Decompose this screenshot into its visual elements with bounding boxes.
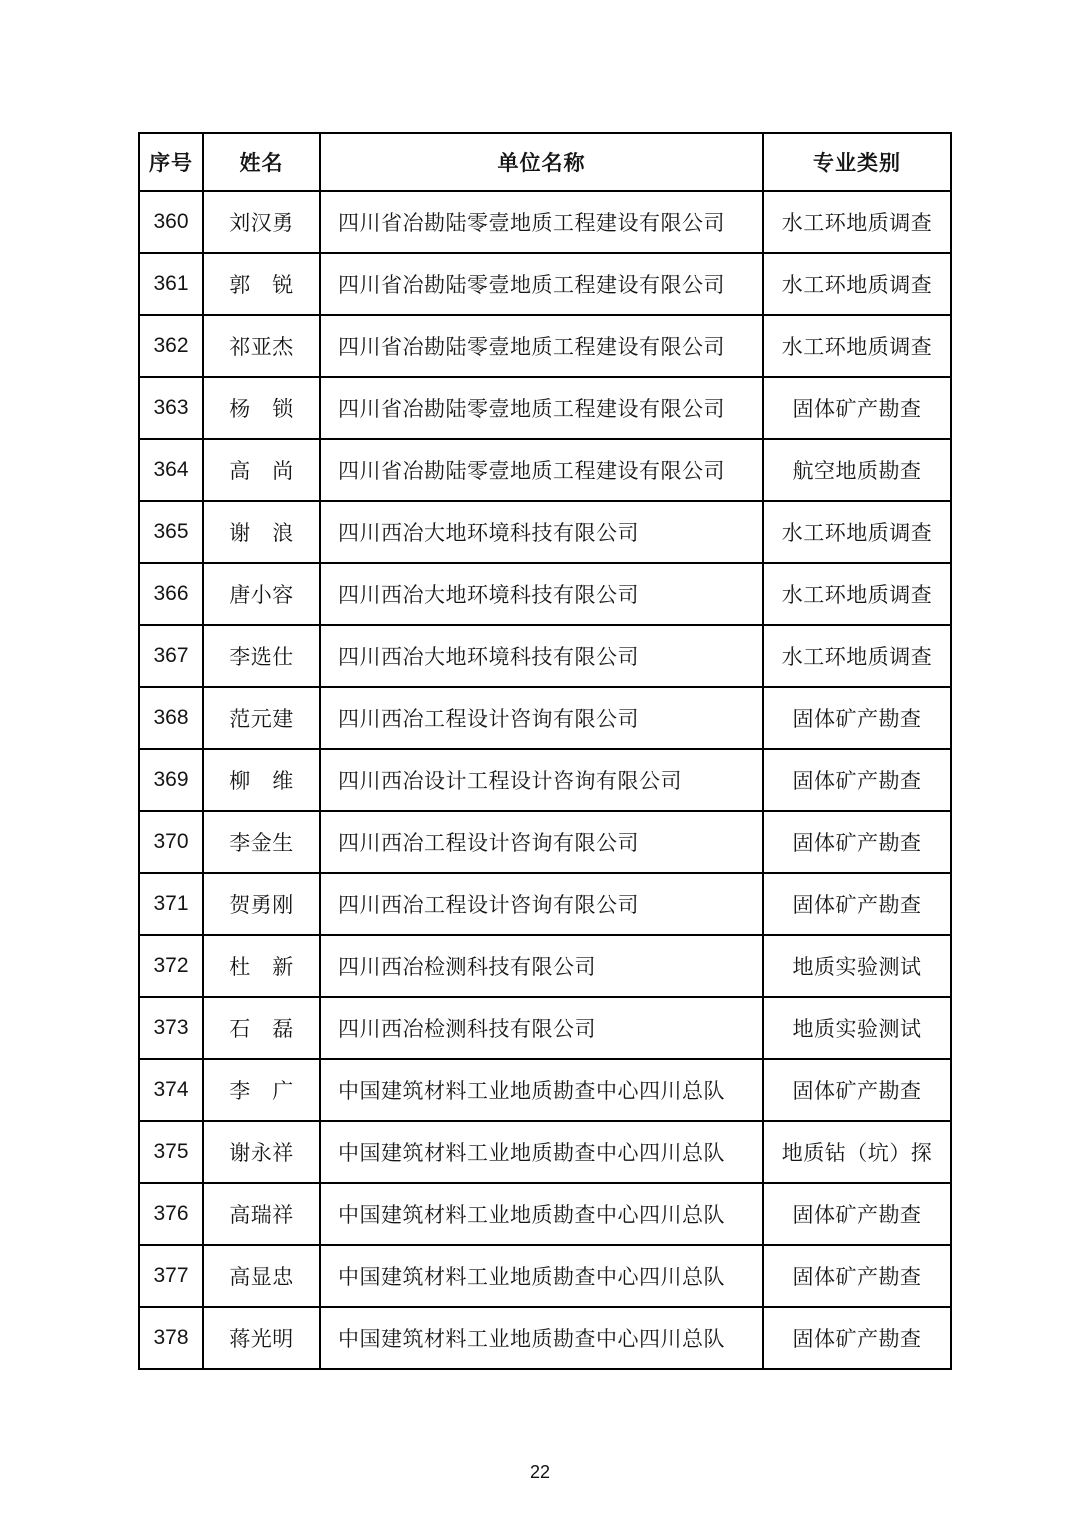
cell-name: 刘汉勇 <box>203 191 320 253</box>
cell-name: 高显忠 <box>203 1245 320 1307</box>
table-row <box>139 1307 951 1369</box>
cell-organization: 四川省冶勘陆零壹地质工程建设有限公司 <box>320 191 763 253</box>
cell-organization: 四川省冶勘陆零壹地质工程建设有限公司 <box>320 377 763 439</box>
table-row <box>139 439 951 501</box>
table-row <box>139 749 951 811</box>
cell-category: 固体矿产勘查 <box>763 377 951 439</box>
cell-number: 366 <box>139 563 203 625</box>
cell-number: 369 <box>139 749 203 811</box>
cell-category: 水工环地质调查 <box>763 625 951 687</box>
page-number: 22 <box>529 1462 551 1482</box>
personnel-roster-table <box>138 132 952 1370</box>
cell-organization: 中国建筑材料工业地质勘查中心四川总队 <box>320 1121 763 1183</box>
column-header-category: 专业类别 <box>763 133 951 191</box>
cell-category: 固体矿产勘查 <box>763 1307 951 1369</box>
table-row <box>139 935 951 997</box>
cell-organization: 中国建筑材料工业地质勘查中心四川总队 <box>320 1245 763 1307</box>
cell-number: 363 <box>139 377 203 439</box>
cell-number: 362 <box>139 315 203 377</box>
cell-number: 375 <box>139 1121 203 1183</box>
cell-organization: 四川西冶工程设计咨询有限公司 <box>320 873 763 935</box>
cell-organization: 中国建筑材料工业地质勘查中心四川总队 <box>320 1183 763 1245</box>
table-row <box>139 563 951 625</box>
table-row <box>139 687 951 749</box>
cell-number: 372 <box>139 935 203 997</box>
cell-number: 361 <box>139 253 203 315</box>
cell-name: 谢永祥 <box>203 1121 320 1183</box>
cell-category: 固体矿产勘查 <box>763 1059 951 1121</box>
cell-category: 水工环地质调查 <box>763 253 951 315</box>
cell-category: 地质钻（坑）探 <box>763 1121 951 1183</box>
cell-category: 水工环地质调查 <box>763 501 951 563</box>
table-row <box>139 1245 951 1307</box>
cell-number: 377 <box>139 1245 203 1307</box>
cell-category: 固体矿产勘查 <box>763 811 951 873</box>
cell-category: 水工环地质调查 <box>763 191 951 253</box>
cell-number: 367 <box>139 625 203 687</box>
cell-organization: 四川西冶工程设计咨询有限公司 <box>320 811 763 873</box>
column-header-organization: 单位名称 <box>320 133 763 191</box>
cell-organization: 四川省冶勘陆零壹地质工程建设有限公司 <box>320 439 763 501</box>
cell-name: 蒋光明 <box>203 1307 320 1369</box>
cell-number: 376 <box>139 1183 203 1245</box>
cell-category: 固体矿产勘查 <box>763 687 951 749</box>
table-row <box>139 1059 951 1121</box>
cell-number: 368 <box>139 687 203 749</box>
table-row <box>139 315 951 377</box>
cell-name: 高 尚 <box>203 439 320 501</box>
table-row <box>139 1183 951 1245</box>
cell-organization: 四川西冶大地环境科技有限公司 <box>320 625 763 687</box>
cell-category: 固体矿产勘查 <box>763 749 951 811</box>
cell-category: 水工环地质调查 <box>763 563 951 625</box>
table-row <box>139 191 951 253</box>
cell-category: 航空地质勘查 <box>763 439 951 501</box>
cell-number: 364 <box>139 439 203 501</box>
cell-name: 谢 浪 <box>203 501 320 563</box>
cell-name: 石 磊 <box>203 997 320 1059</box>
cell-category: 地质实验测试 <box>763 935 951 997</box>
cell-number: 374 <box>139 1059 203 1121</box>
table-row <box>139 253 951 315</box>
cell-name: 唐小容 <box>203 563 320 625</box>
cell-category: 水工环地质调查 <box>763 315 951 377</box>
cell-number: 360 <box>139 191 203 253</box>
cell-organization: 四川西冶设计工程设计咨询有限公司 <box>320 749 763 811</box>
cell-organization: 四川省冶勘陆零壹地质工程建设有限公司 <box>320 315 763 377</box>
cell-organization: 四川西冶大地环境科技有限公司 <box>320 501 763 563</box>
cell-number: 371 <box>139 873 203 935</box>
cell-name: 郭 锐 <box>203 253 320 315</box>
table-row <box>139 377 951 439</box>
cell-name: 祁亚杰 <box>203 315 320 377</box>
column-header-number: 序号 <box>139 133 203 191</box>
cell-name: 贺勇刚 <box>203 873 320 935</box>
table-row <box>139 625 951 687</box>
cell-organization: 四川西冶检测科技有限公司 <box>320 935 763 997</box>
cell-number: 373 <box>139 997 203 1059</box>
cell-name: 柳 维 <box>203 749 320 811</box>
cell-organization: 四川省冶勘陆零壹地质工程建设有限公司 <box>320 253 763 315</box>
cell-name: 李 广 <box>203 1059 320 1121</box>
cell-organization: 四川西冶检测科技有限公司 <box>320 997 763 1059</box>
cell-organization: 中国建筑材料工业地质勘查中心四川总队 <box>320 1307 763 1369</box>
column-header-name: 姓名 <box>203 133 320 191</box>
cell-category: 固体矿产勘查 <box>763 1245 951 1307</box>
table-row <box>139 1121 951 1183</box>
cell-number: 378 <box>139 1307 203 1369</box>
cell-number: 365 <box>139 501 203 563</box>
cell-name: 杨 锁 <box>203 377 320 439</box>
header-row <box>139 133 951 191</box>
table-body <box>139 191 951 1369</box>
cell-name: 高瑞祥 <box>203 1183 320 1245</box>
table-row <box>139 873 951 935</box>
cell-name: 李金生 <box>203 811 320 873</box>
cell-category: 地质实验测试 <box>763 997 951 1059</box>
cell-organization: 四川西冶大地环境科技有限公司 <box>320 563 763 625</box>
cell-organization: 中国建筑材料工业地质勘查中心四川总队 <box>320 1059 763 1121</box>
cell-category: 固体矿产勘查 <box>763 873 951 935</box>
cell-category: 固体矿产勘查 <box>763 1183 951 1245</box>
cell-name: 杜 新 <box>203 935 320 997</box>
cell-name: 李选仕 <box>203 625 320 687</box>
cell-name: 范元建 <box>203 687 320 749</box>
cell-number: 370 <box>139 811 203 873</box>
table-row <box>139 501 951 563</box>
cell-organization: 四川西冶工程设计咨询有限公司 <box>320 687 763 749</box>
table-row <box>139 997 951 1059</box>
table-row <box>139 811 951 873</box>
